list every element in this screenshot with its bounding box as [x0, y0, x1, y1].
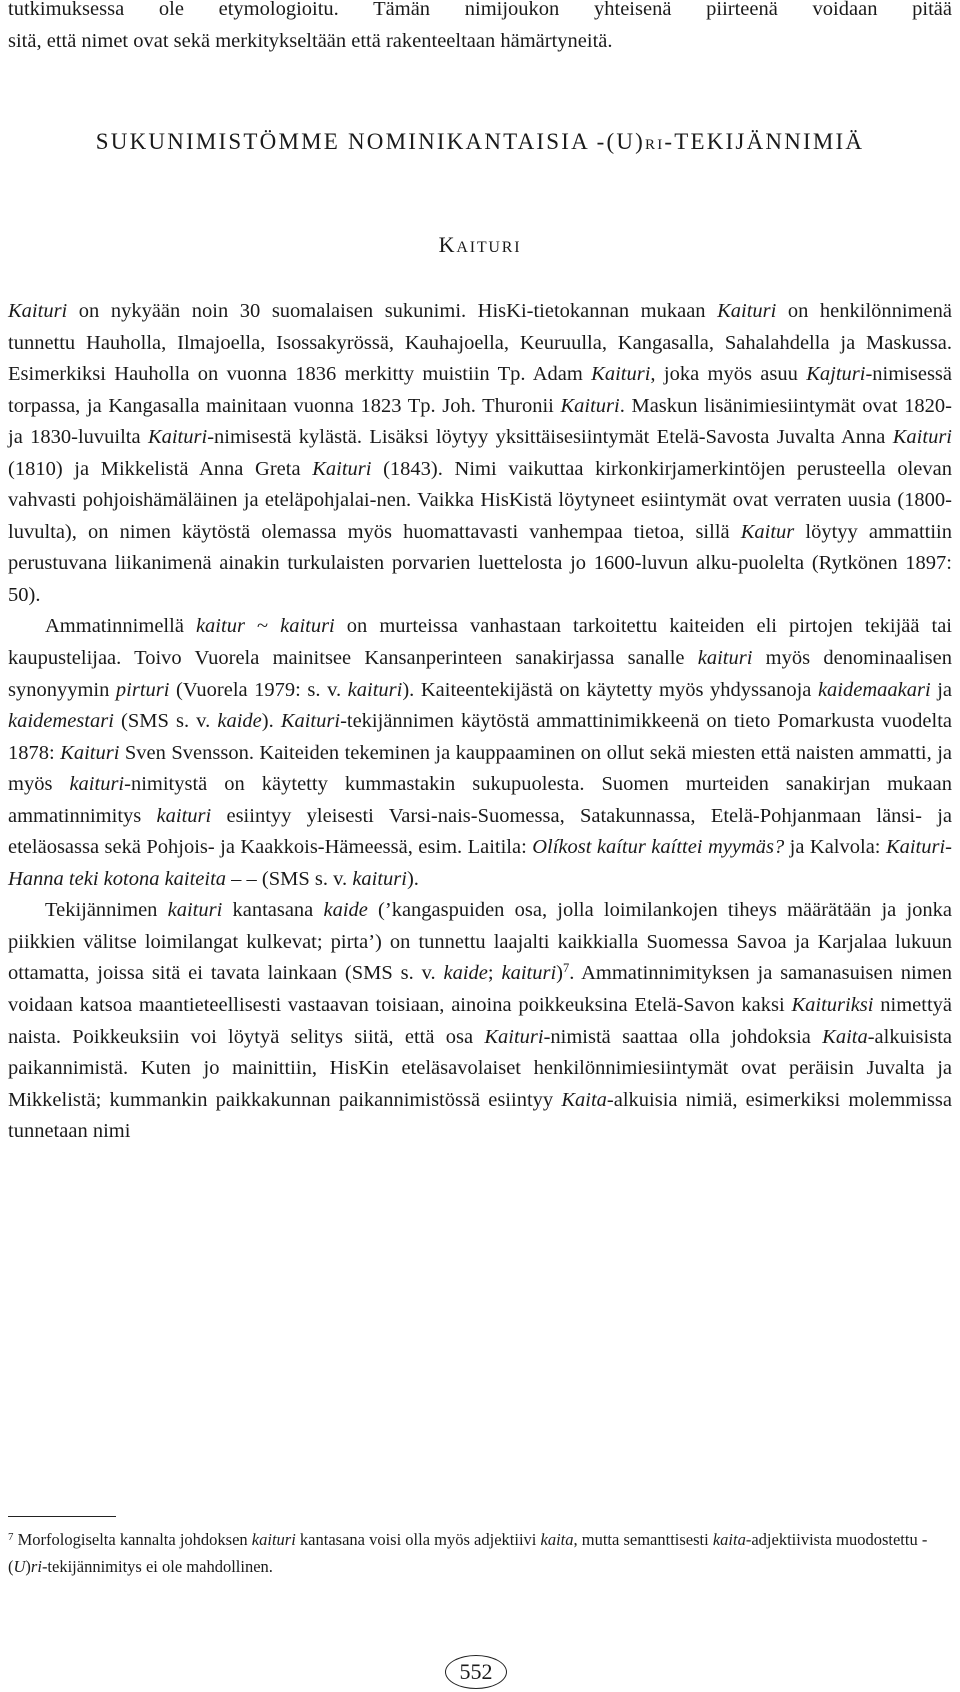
text-segment: Tekijännimen — [45, 899, 168, 922]
italic-quote: Olíkost kaítur kaíttei myymäs? — [532, 836, 785, 859]
italic-term: Kaituri — [717, 300, 777, 322]
text-segment: (1843). Nimi vaikuttaa kirkonkirjamerkintöjen perusteella olevan vahvasti pohjoishämäläinen ja eteläpohjalai-nen. Vaikka HisKistä löytyneet esiintymät ovat verraten uusia (1800-luvulta), on nimen käytöstä olemassa myös huomattavasti vanhempaa tietoa, sillä — [8, 457, 952, 543]
text-segment: sitä, että nimet ovat sekä merkitykseltään että rakenteeltaan hämärtyneitä. — [8, 29, 613, 52]
footnote-divider — [8, 1516, 116, 1517]
text-segment: Ammatinnimellä — [45, 615, 196, 638]
text-segment: kantasana — [222, 899, 324, 922]
italic-term: kaide — [323, 899, 368, 922]
subsection-heading — [0, 232, 960, 258]
italic-term: kaita — [712, 1530, 746, 1549]
italic-term: kaituri — [697, 647, 753, 670]
italic-term: pirturi — [115, 678, 170, 701]
text-segment: on henkilönnimenä tunnettu Hauholla, Ilmajoella, Isossakyrössä, Kauhajoella, Keuruulla, Kangasalla, Sahalahdella ja Maskussa. Esimerkiksi Hauholla on vuonna 1836 merkitty muistiin Tp. Adam — [8, 300, 952, 386]
italic-term: kaituri — [69, 773, 125, 796]
text-segment: ~ — [244, 615, 281, 638]
section-heading — [0, 129, 960, 155]
italic-term: kaituri — [501, 962, 557, 985]
text-segment: ). Kaiteentekijästä on käytetty myös yhdyssanoja — [402, 678, 818, 701]
italic-term: Kaitur — [740, 520, 795, 543]
continued-paragraph — [8, 0, 952, 57]
text-segment: myös denominaalisen synonyymin — [8, 647, 952, 701]
italic-term: Kaituri — [8, 300, 68, 322]
text-segment: ja — [930, 678, 953, 701]
text-segment: ) — [556, 962, 563, 985]
text-segment: esiintyy yleisesti Varsi-nais-Suomessa, Satakunnassa, Etelä-Pohjanmaan länsi- ja eteläosassa sekä Pohjois- ja Kaakkois-Hämeessä, esim. Laitila: — [8, 804, 952, 859]
text-segment: -nimisessä torpassa, ja Kangasalla mainitaan vuonna 1823 Tp. Joh. Thuronii — [8, 363, 953, 417]
text-segment: (Vuorela 1979: s. v. — [169, 678, 348, 701]
text-segment: -nimistä saattaa olla johdoksia — [543, 1025, 823, 1048]
italic-term: Kaita — [561, 1088, 607, 1111]
italic-term: Kaituri — [280, 710, 341, 733]
body-text — [8, 296, 952, 1148]
text-segment: ; — [487, 962, 502, 985]
text-segment: ) — [25, 1557, 31, 1576]
text-segment: (1810) ja Mikkelistä Anna Greta — [8, 457, 313, 480]
text-segment: on murteissa vanhastaan tarkoitettu kaiteiden eli pirtojen tekijää tai kaupustelijaa. Toivo Vuorela mainitsee Kansanperinteen sanakirjassa sanalle — [8, 615, 952, 670]
text-segment: – – (SMS s. v. — [226, 867, 353, 890]
text-segment: -alkuisia nimiä, esimerkiksi molemmissa tunnetaan nimi — [8, 1088, 953, 1143]
italic-term: kaituri — [347, 678, 403, 701]
italic-term: Kajturi — [806, 363, 866, 386]
text-segment: -tekijännimitys ei ole mahdollinen. — [41, 1557, 273, 1576]
italic-term: Kaituri — [591, 363, 651, 386]
italic-term: U — [13, 1557, 26, 1576]
italic-term: kaide — [217, 710, 262, 733]
paragraph-1 — [8, 296, 952, 611]
text-segment: kantasana voisi olla myös adjektiivi — [295, 1530, 541, 1549]
text-segment: (SMS s. v. — [113, 710, 218, 733]
italic-term: kaita — [540, 1530, 574, 1549]
text-segment: -nimitystä on käytetty kummastakin sukupuolesta. Suomen murteiden sanakirjan mukaan ammatinnimitys — [8, 773, 952, 827]
text-segment: (’kangaspuiden osa, jolla loimilankojen tiheys määrätään ja jonka piikkien välitse loimilangat kulkevat; pirta’) on tunnettu laajalti kaikkialla Suomessa Savoa ja Karjalaa lukuun ottamatta, joissa sitä ei tavata lainkaan (SMS s. v. — [8, 899, 952, 985]
italic-term: Kaituri — [560, 394, 620, 417]
text-segment: -tekijännimen käytöstä ammattinimikkeenä on tieto Pomarkusta vuodelta 1878: — [8, 710, 952, 764]
paragraph-2 — [8, 611, 952, 895]
text-segment: . Maskun lisänimiesiintymät ovat 1820- ja 1830-luvuilta — [8, 394, 952, 449]
italic-term: Kaituriksi — [791, 994, 874, 1017]
subheading-initial: K — [438, 232, 457, 257]
italic-term: kaidemestari — [8, 710, 114, 733]
italic-term: kaituri — [167, 899, 223, 922]
text-line — [8, 0, 952, 26]
text-segment: , joka myös asuu — [650, 363, 807, 386]
heading-text: -TEKIJÄNNIMIÄ — [664, 129, 865, 154]
italic-term: Kaituri — [484, 1025, 544, 1048]
italic-quote: Kaituri-Hanna teki kotona kaiteita — [8, 836, 953, 890]
text-segment: -adjektiivista muodostettu -( — [8, 1530, 928, 1576]
text-segment: tutkimuksessa ole etymologioitu. Tämän nimijoukon yhteisenä piirteenä voidaan pitää — [8, 0, 952, 20]
paragraph-3 — [8, 895, 952, 1147]
italic-term: Kaituri — [312, 457, 372, 480]
text-segment: Morfologiselta kannalta johdoksen — [13, 1530, 252, 1549]
text-segment: . Ammatinnimityksen ja samanasuisen nimen voidaan katsoa maantieteellisesti vastaavan toisiaan, ainoina poikkeuksina Etelä-Savon kaksi — [8, 962, 952, 1017]
text-segment: , mutta semanttisesti — [573, 1530, 713, 1549]
footnote — [8, 1524, 952, 1580]
italic-term: Kaituri — [60, 741, 120, 764]
text-segment: nimettyä naista. Poikkeuksiin voi löytyä selitys siitä, että osa — [8, 994, 952, 1048]
italic-term: Kaita — [822, 1025, 868, 1048]
italic-term: kaidemaakari — [817, 678, 931, 701]
heading-text: SUKUNIMISTÖMME NOMINIKANTAISIA -(U) — [95, 129, 645, 154]
italic-term: Kaituri — [147, 426, 208, 449]
italic-term: ri — [30, 1557, 42, 1576]
text-segment: ). — [261, 710, 281, 733]
subheading-small-caps: AITURI — [456, 239, 522, 256]
text-segment: ). — [406, 867, 419, 890]
italic-term: kaituri — [156, 804, 212, 827]
heading-small-caps: RI — [644, 137, 665, 153]
text-segment: -nimisestä kylästä. Lisäksi löytyy yksittäisesiintymät Etelä-Savosta Juvalta Anna — [207, 426, 893, 449]
footnote-number: 7 — [8, 1531, 14, 1543]
footnote-reference[interactable]: 7 — [562, 961, 570, 976]
italic-term: kaitur — [195, 615, 245, 638]
italic-term: kaide — [443, 962, 488, 985]
text-segment: on nykyään noin 30 suomalaisen sukunimi. HisKi-tietokannan mukaan — [67, 300, 718, 322]
text-line — [8, 26, 952, 58]
text-segment: ja Kalvola: — [784, 836, 886, 859]
text-segment: Sven Svensson. Kaiteiden tekeminen ja kauppaaminen on ollut sekä miesten että naisten ammatti, ja myös — [8, 741, 952, 796]
text-segment: -alkuisista paikannimistä. Kuten jo mainittiin, HisKin eteläsavolaiset henkilönnimiesiintymät ovat peräisin Juvalta ja Mikkelistä; kummankin paikkakunnan paikannimistössä esiintyy — [8, 1025, 952, 1111]
italic-term: kaituri — [251, 1530, 296, 1549]
italic-term: Kaituri — [892, 426, 952, 449]
page-number: 552 — [445, 1655, 507, 1689]
italic-term: kaituri — [352, 867, 407, 890]
italic-term: kaituri — [280, 615, 335, 638]
text-segment: löytyy ammattiin perustuvana liikanimenä ainakin turkulaisten porvarien luettelosta jo 1600-luvun alku-puolelta (Rytkönen 1897: 50). — [8, 520, 952, 606]
